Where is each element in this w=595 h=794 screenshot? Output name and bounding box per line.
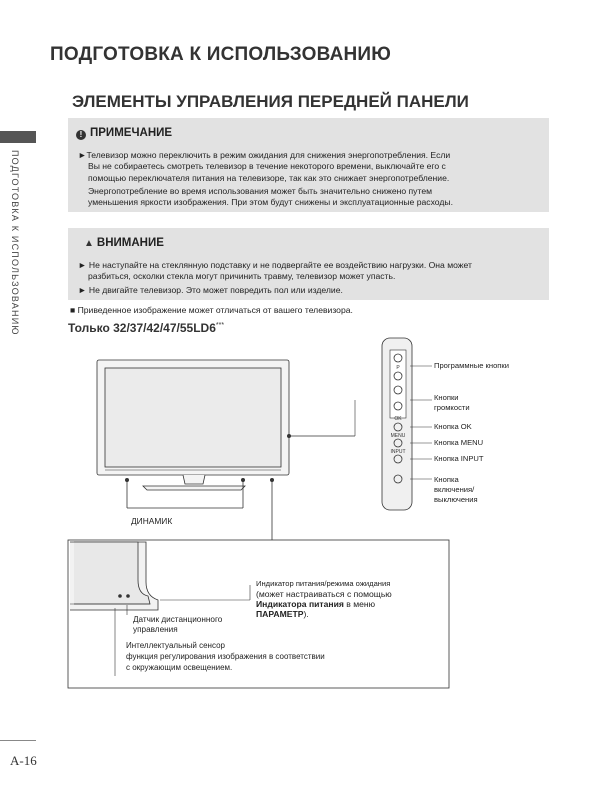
section-title: ЭЛЕМЕНТЫ УПРАВЛЕНИЯ ПЕРЕДНЕЙ ПАНЕЛИ — [72, 92, 469, 111]
label-menu-button: Кнопка MENU — [434, 438, 484, 447]
label-ok-button: Кнопка OK — [434, 422, 472, 431]
disclaimer-text: ■ Приведенное изображение может отличаться от вашего телевизора. — [70, 305, 353, 315]
info-icon: ! — [76, 130, 86, 140]
model-heading: Только 32/37/42/47/55LD6*** — [68, 321, 225, 335]
label-remote-sensor: Датчик дистанционного управления — [133, 615, 223, 634]
tv-stand-base — [143, 486, 245, 490]
label-power-button: Кнопка включения/ выключения — [434, 475, 478, 504]
label-volume-buttons: Кнопки громкости — [434, 393, 470, 412]
warning-icon: ▲ — [84, 238, 94, 249]
panel-dot — [287, 434, 291, 438]
label-input-button: Кнопка INPUT — [434, 454, 484, 463]
note-title: ! ПРИМЕЧАНИЕ — [76, 127, 172, 140]
footer-line — [0, 740, 36, 741]
caution-text: ► Не наступайте на стеклянную подставку и не подвергайте ее воздействию нагрузки. Она может разбиться, осколки стекла могут причинить травму, телевизор может упасть. ► Не двигайте телевизор. Это может повредить пол или изделие. — [78, 260, 472, 295]
label-program-buttons: Программные кнопки — [434, 361, 509, 370]
side-tab-label: ПОДГОТОВКА К ИСПОЛЬЗОВАНИЮ — [10, 150, 20, 336]
speaker-dot-right — [241, 478, 245, 482]
input-mark: INPUT — [390, 449, 406, 455]
label-intelligent-sensor: Интеллектуальный сенсор функция регулирования изображения в соответствии с окружающим освещением. — [126, 641, 325, 672]
page-number: A-16 — [10, 753, 37, 768]
speaker-dot-left — [125, 478, 129, 482]
page-title: ПОДГОТОВКА К ИСПОЛЬЗОВАНИЮ — [50, 44, 392, 65]
tv-screen — [105, 368, 281, 467]
caution-title: ▲ ВНИМАНИЕ — [84, 237, 164, 249]
remote-sensor-dot — [118, 594, 122, 598]
note-text: ►Телевизор можно переключить в режим ожидания для снижения энергопотребления. Если Вы не собираетесь смотреть телевизор в течение некоторого времени, выключайте его с помощью переключателя питания на телевизоре, так как это снижает энергопотребление. Энергопотребление во время использования может быть значительно снижено путем уменьшения яркости изображения. При этом будут снижены и эксплуатационные расходы. — [78, 150, 453, 208]
inset-dot — [270, 478, 274, 482]
label-speaker: ДИНАМИК — [131, 516, 173, 526]
menu-mark: MENU — [390, 433, 406, 439]
label-power-indicator: Индикатор питания/режима ожидания (может настраиваться с помощью Индикатора питания в меню ПАРАМЕТР). — [256, 579, 392, 619]
intelligent-sensor-dot — [126, 594, 130, 598]
ok-mark: OK — [394, 416, 402, 422]
program-mark: P — [396, 365, 400, 371]
tv-stand-neck — [183, 475, 205, 484]
